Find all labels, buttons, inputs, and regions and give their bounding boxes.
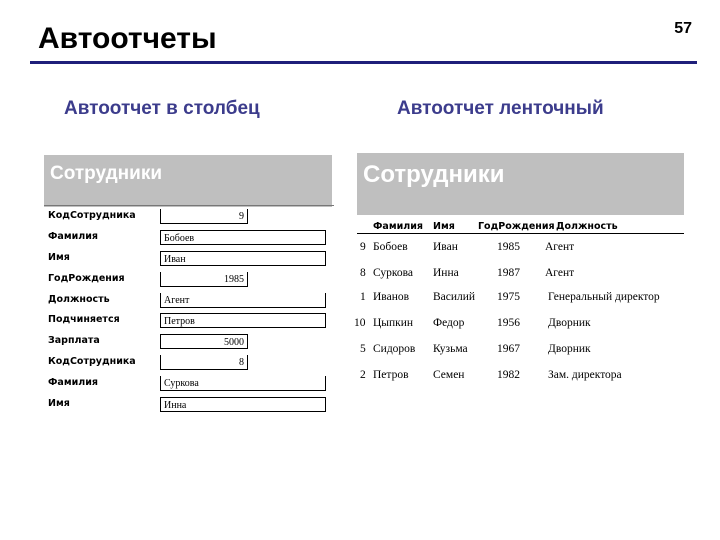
cell-surname: Суркова xyxy=(373,267,414,279)
cell-position: Агент xyxy=(545,267,575,279)
slide-title: Автоотчеты xyxy=(38,22,217,55)
cell-year: 1987 xyxy=(497,267,520,279)
field-row xyxy=(48,331,338,352)
column-header-year: ГодРождения xyxy=(478,221,555,232)
field-label: ГодРождения xyxy=(48,272,125,284)
field-value[interactable]: Иван xyxy=(160,251,326,266)
field-row xyxy=(48,269,338,290)
columnar-report-header xyxy=(44,155,332,207)
cell-surname: Сидоров xyxy=(373,343,416,355)
field-value[interactable]: 9 xyxy=(160,209,248,224)
field-label: КодСотрудника xyxy=(48,210,136,221)
cell-name: Кузьма xyxy=(433,343,468,355)
field-label: Фамилия xyxy=(48,230,98,242)
slide-number: 57 xyxy=(674,20,692,37)
cell-year: 1975 xyxy=(497,291,520,303)
field-label: Имя xyxy=(48,251,70,263)
cell-position: Дворник xyxy=(548,317,591,329)
field-row xyxy=(48,248,338,269)
field-label: Фамилия xyxy=(48,377,98,389)
cell-id: 1 xyxy=(360,291,366,303)
columnar-subtitle: Автоотчет в столбец xyxy=(64,98,260,119)
cell-name: Василий xyxy=(433,291,476,303)
tabular-subtitle: Автоотчет ленточный xyxy=(397,98,604,119)
tabular-report-title: Сотрудники xyxy=(363,161,505,188)
field-value[interactable]: Бобоев xyxy=(160,230,326,245)
cell-id: 5 xyxy=(360,343,366,355)
cell-position: Зам. директора xyxy=(548,369,622,381)
columnar-fields xyxy=(48,206,338,415)
field-label: Имя xyxy=(48,398,70,410)
field-row xyxy=(48,227,338,248)
cell-year: 1985 xyxy=(497,241,520,253)
cell-id: 10 xyxy=(354,317,366,329)
field-row xyxy=(48,394,338,415)
cell-name: Семен xyxy=(433,369,465,381)
column-header-divider xyxy=(357,233,684,234)
field-value[interactable]: 8 xyxy=(160,355,248,370)
cell-year: 1967 xyxy=(497,343,520,355)
field-value[interactable]: 1985 xyxy=(160,272,248,287)
cell-position: Генеральный директор xyxy=(548,291,660,303)
cell-id: 2 xyxy=(360,369,366,381)
tabular-report-header xyxy=(357,153,684,215)
cell-id: 8 xyxy=(360,267,366,279)
cell-name: Федор xyxy=(433,317,465,329)
field-label: КодСотрудника xyxy=(48,356,136,368)
cell-year: 1982 xyxy=(497,369,520,381)
cell-name: Иван xyxy=(433,241,458,253)
field-value[interactable]: Агент xyxy=(160,293,326,308)
field-label: Зарплата xyxy=(48,335,100,347)
cell-surname: Петров xyxy=(373,369,409,381)
cell-year: 1956 xyxy=(497,317,520,329)
cell-surname: Цыпкин xyxy=(373,317,414,329)
field-row xyxy=(48,310,338,331)
field-value[interactable]: Инна xyxy=(160,397,326,412)
column-header-surname: Фамилия xyxy=(373,221,423,232)
field-value[interactable]: Суркова xyxy=(160,376,326,391)
cell-id: 9 xyxy=(360,241,366,253)
field-label: Подчиняется xyxy=(48,314,120,326)
field-value[interactable]: 5000 xyxy=(160,334,248,349)
column-header-position: Должность xyxy=(556,221,618,232)
cell-position: Агент xyxy=(545,241,575,253)
column-header-name: Имя xyxy=(433,221,455,232)
field-row xyxy=(48,373,338,394)
cell-position: Дворник xyxy=(548,343,591,355)
title-underline xyxy=(30,61,697,64)
field-value[interactable]: Петров xyxy=(160,313,326,328)
field-label: Должность xyxy=(48,293,110,305)
field-row xyxy=(48,290,338,311)
cell-surname: Бобоев xyxy=(373,241,408,253)
cell-surname: Иванов xyxy=(373,291,410,303)
field-row xyxy=(48,352,338,373)
field-row xyxy=(48,206,338,227)
cell-name: Инна xyxy=(433,267,459,279)
columnar-report-title: Сотрудники xyxy=(50,163,163,184)
